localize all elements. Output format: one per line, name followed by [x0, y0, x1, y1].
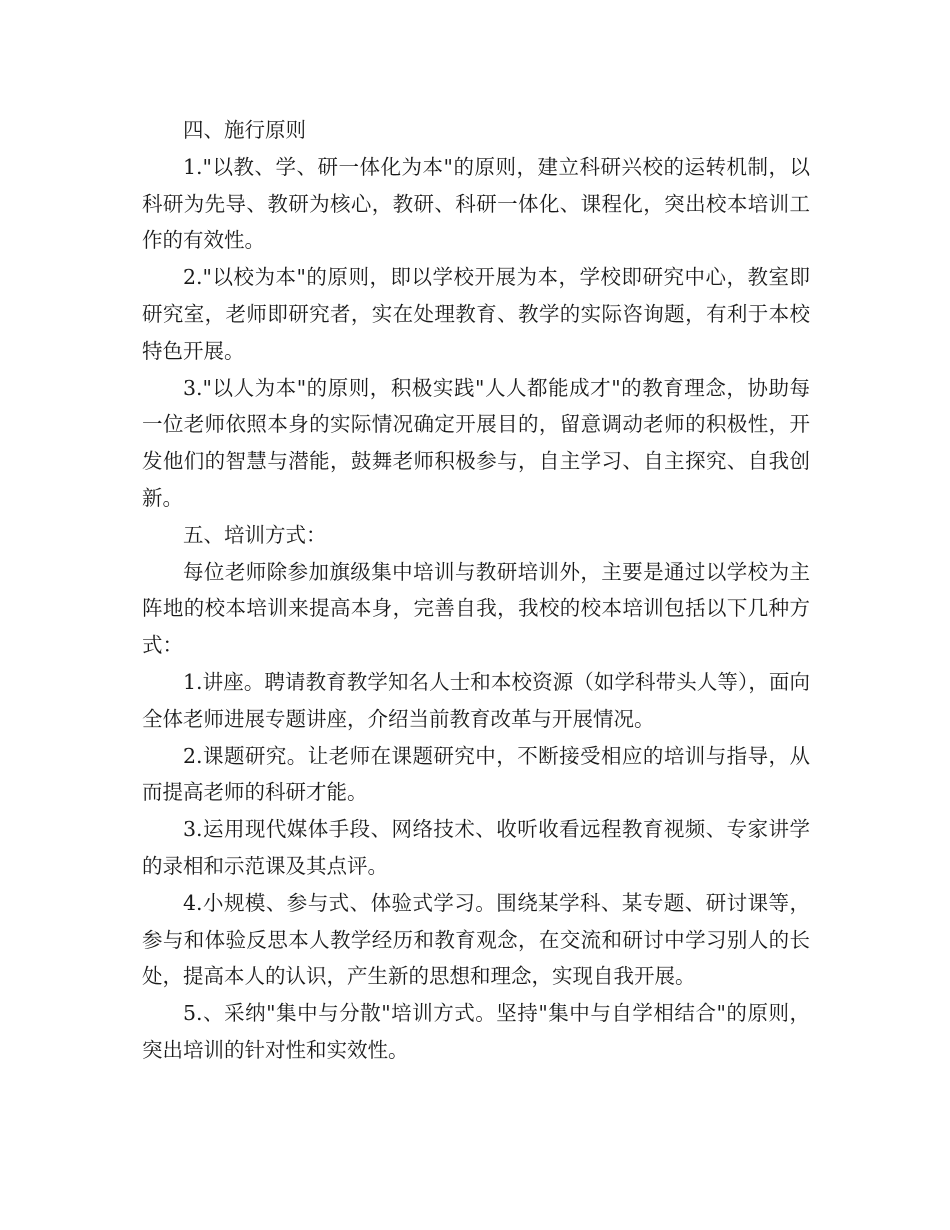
training-method-5: 5.、采纳"集中与分散"培训方式。坚持"集中与自学相结合"的原则，突出培训的针对性和实效性。 — [142, 1001, 810, 1062]
training-method-2: 2.课题研究。让老师在课题研究中，不断接受相应的培训与指导，从而提高老师的科研才能。 — [142, 743, 810, 805]
document-body — [142, 112, 810, 1069]
section-heading-training-methods: 五、培训方式： — [183, 522, 327, 547]
principle-item-2: 2."以校为本"的原则，即以学校开展为本，学校即研究中心，教室即研究室，老师即研究者，实在处理教育、教学的实际咨询题，有利于本校特色开展。 — [142, 265, 810, 363]
training-method-1: 1.讲座。聘请教育教学知名人士和本校资源（如学科带头人等），面向全体老师进展专题讲座，介绍当前教育改革与开展情况。 — [142, 669, 810, 731]
training-method-4: 4.小规模、参与式、体验式学习。围绕某学科、某专题、研讨课等，参与和体验反思本人教学经历和教育观念，在交流和研讨中学习别人的长处，提高本人的认识，产生新的思想和理念，实现自我开展。 — [142, 890, 810, 989]
principle-item-3: 3."以人为本"的原则，积极实践"人人都能成才"的教育理念，协助每一位老师依照本身的实际情况确定开展目的，留意调动老师的积极性，开发他们的智慧与潜能，鼓舞老师积极参与，自主学习、自主探究、自我创新。 — [142, 375, 810, 510]
principle-item-1: 1."以教、学、研一体化为本"的原则，建立科研兴校的运转机制，以科研为先导、教研为核心，教研、科研一体化、课程化，突出校本培训工作的有效性。 — [142, 154, 810, 253]
section-heading-principles: 四、施行原则 — [183, 118, 306, 142]
training-method-3: 3.运用现代媒体手段、网络技术、收听收看远程教育视频、专家讲学的录相和示范课及其点评。 — [142, 817, 810, 878]
training-intro-paragraph: 每位老师除参加旗级集中培训与教研培训外，主要是通过以学校为主阵地的校本培训来提高本身，完善自我，我校的校本培训包括以下几种方式： — [142, 559, 810, 658]
